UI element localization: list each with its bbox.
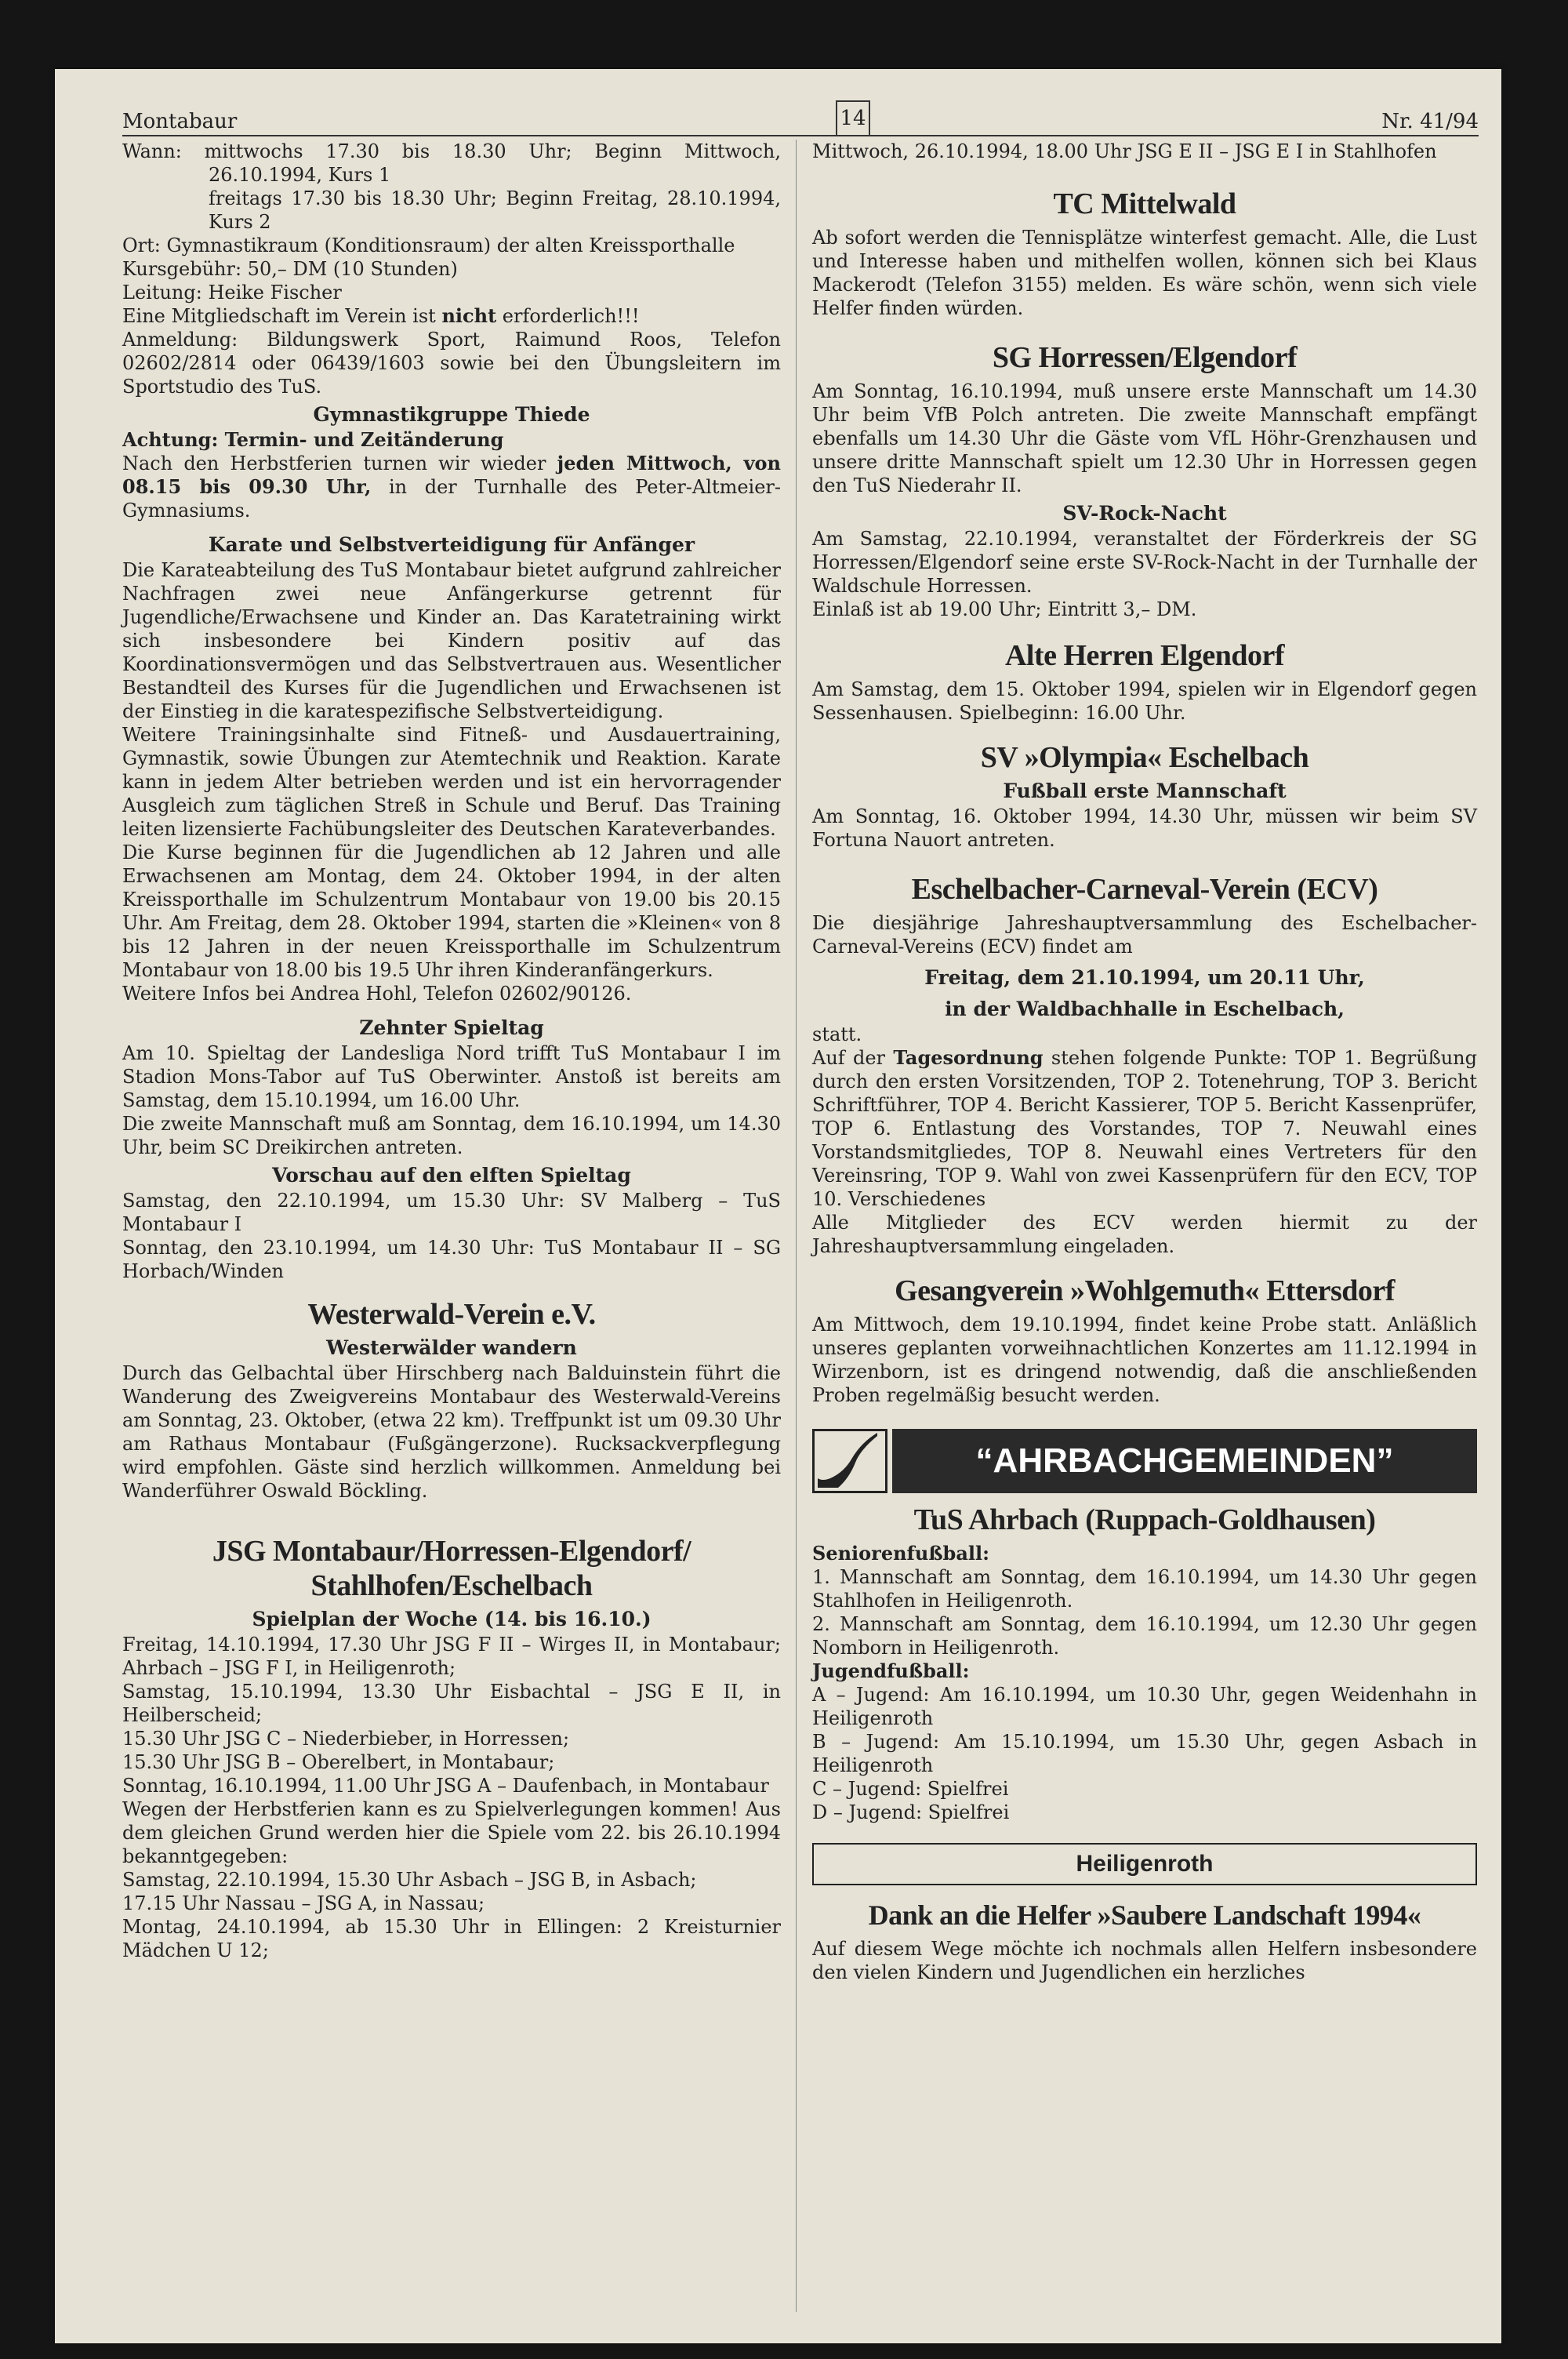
membership-note: Eine Mitgliedschaft im Verein ist nicht erforderlich!!!: [122, 304, 640, 327]
registration: Anmeldung: Bildungswerk Sport, Raimund Roos, Telefon 02602/2814 oder 06439/1603 sowie bei den Übungsleitern im Sportstudio des TuS.: [122, 329, 781, 398]
jugend-heading: Jugendfußball:: [812, 1659, 970, 1682]
karate-paragraph: Die Karateabteilung des TuS Montabaur bietet aufgrund zahlreicher Nachfragen zwei neue Anfängerkurse getrennt für Jugendliche/Erwachsene und Kinder an. Das Karatetraining wirkt sich insbesondere bei Kindern positiv auf das Koordinationsvermögen und das Selbstvertrauen aus. Wesentlicher Bestandteil des Kurses für die Jugendlichen und Erwachsenen ist der Einstieg in die karatespezifische Selbstverteidigung.: [122, 559, 781, 722]
matchday-text: Die zweite Mannschaft muß am Sonntag, dem 16.10.1994, um 14.30 Uhr, beim SC Dreikirchen antreten.: [122, 1113, 781, 1158]
course-fee: Kursgebühr: 50,– DM (10 Stunden): [122, 258, 458, 280]
page-number: 14: [836, 100, 870, 136]
westerwald-text: Durch das Gelbachtal über Hirschberg nach Balduinstein führt die Wanderung des Zweigvereins Montabaur des Westerwald-Vereins am Sonntag, 23. Oktober, (etwa 22 km). Treffpunkt ist um 09.30 Uhr am Rathaus Montabaur (Fußgängerzone). Rucksackverpflegung wird empfohlen. Gäste sind herzlich willkommen. Anmeldung bei Wanderführer Oswald Böckling.: [122, 1362, 781, 1502]
dank-text: Auf diesem Wege möchte ich nochmals allen Helfern insbesondere den vielen Kindern und Jugendlichen ein herzliches: [812, 1938, 1477, 1983]
ahrbach-banner-title: “AHRBACHGEMEINDEN”: [892, 1429, 1477, 1493]
jsg-line: 17.15 Uhr Nassau – JSG A, in Nassau;: [122, 1892, 485, 1914]
sg-text: Am Sonntag, 16.10.1994, muß unsere erste Mannschaft um 14.30 Uhr beim VfB Polch antreten. Die zweite Mannschaft empfängt ebenfalls um 14.30 Uhr die Gäste vom VfL Höhr-Grenzhausen und unsere dritte Mannschaft spielt um 12.30 Uhr in Horressen gegen den TuS Niederahr II.: [812, 380, 1477, 496]
course-time-2: freitags 17.30 bis 18.30 Uhr; Beginn Freitag, 28.10.1994, Kurs 2: [209, 187, 781, 233]
karate-paragraph: Weitere Trainingsinhalte sind Fitneß- und Ausdauertraining, Gymnastik, sowie Übungen zur Atemtechnik und Reaktion. Karate kann in jedem Alter betrieben werden und ist ein hervorragender Ausgleich zum täglichen Streß in Schule und Beruf. Das Training leiten lizensierte Fachübungsleiter des Deutschen Karateverbandes.: [122, 724, 781, 840]
header-town: Montabaur: [122, 110, 238, 133]
karate-paragraph: Die Kurse beginnen für die Jugendlichen ab 12 Jahren und alle Erwachsenen am Montag, dem 24. Oktober 1994, in der alten Kreissporthalle im Schulzentrum Montabaur von 19.00 bis 20.15 Uhr. Am Freitag, dem 28. Oktober 1994, starten die »Kleinen« von 8 bis 12 Jahren in der neuen Kreissporthalle im Schulzentrum Montabaur von 18.00 bis 19.5 Uhr ihren Kinderanfängerkurs.: [122, 841, 781, 981]
jsg-continued: Mittwoch, 26.10.1994, 18.00 Uhr JSG E II – JSG E I in Stahlhofen: [812, 140, 1437, 162]
jugend-line: D – Jugend: Spielfrei: [812, 1801, 1010, 1823]
heiligenroth-box: Heiligenroth: [812, 1843, 1477, 1885]
ecv-agenda: Auf der Tagesordnung stehen folgende Punkte: TOP 1. Begrüßung durch den ersten Vorsitzenden, TOP 2. Totenehrung, TOP 3. Bericht Schriftführer, TOP 4. Bericht Kassierer, TOP 5. Bericht Kassenprüfer, TOP 6. Entlastung des Vorstandes, TOP 7. Neuwahl eines Vorstandsmitgliedes, TOP 8. Neuwahl eines Vertreters für den Vereinsring, TOP 9. Wahl von zwei Kassenprüfern für den ECV, TOP 10. Verschiedenes: [812, 1046, 1477, 1210]
alte-herren-text: Am Samstag, dem 15. Oktober 1994, spielen wir in Elgendorf gegen Sessenhausen. Spielbeginn: 16.00 Uhr.: [812, 678, 1477, 724]
issue-number: Nr. 41/94: [1381, 110, 1479, 133]
senioren-line: 1. Mannschaft am Sonntag, dem 16.10.1994, um 14.30 Uhr gegen Stahlhofen in Heiligenroth.: [812, 1566, 1477, 1612]
ecv-statt: statt.: [812, 1023, 862, 1045]
ecv-date: Freitag, dem 21.10.1994, um 20.11 Uhr,: [924, 966, 1365, 989]
jsg-subheading: Spielplan der Woche (14. bis 16.10.): [252, 1608, 652, 1630]
column-divider: [796, 140, 797, 2312]
westerwald-subheading: Westerwälder wandern: [326, 1336, 577, 1359]
rock-text: Am Samstag, 22.10.1994, veranstaltet der Förderkreis der SG Horressen/Elgendorf seine erste SV-Rock-Nacht in der Turnhalle der Waldschule Horressen.: [812, 528, 1477, 597]
ecv-heading: Eschelbacher-Carneval-Verein (ECV): [911, 873, 1378, 906]
preview-heading: Vorschau auf den elften Spieltag: [272, 1164, 631, 1187]
gesangverein-heading: Gesangverein »Wohlgemuth« Ettersdorf: [895, 1274, 1395, 1307]
jsg-line: Wegen der Herbstferien kann es zu Spielverlegungen kommen! Aus dem gleichen Grund werden hier die Spiele vom 22. bis 26.10.1994 bekanntgegeben:: [122, 1798, 781, 1867]
jsg-line: Samstag, 15.10.1994, 13.30 Uhr Eisbachtal – JSG E II, in Heilberscheid;: [122, 1681, 781, 1726]
ahrbach-banner: [812, 1429, 1477, 1493]
karate-heading: Karate und Selbstverteidigung für Anfänger: [208, 533, 695, 556]
sg-heading: SG Horressen/Elgendorf: [992, 341, 1298, 374]
matchday-text: Am 10. Spieltag der Landesliga Nord trifft TuS Montabaur I im Stadion Mons-Tabor auf TuS Oberwinter. Anstoß ist bereits am Samstag, dem 15.10.1994, um 16.00 Uhr.: [122, 1042, 781, 1111]
jsg-heading: JSG Montabaur/Horressen-Elgendorf/ Stahlhofen/Eschelbach: [212, 1535, 691, 1602]
rock-heading: SV-Rock-Nacht: [1062, 502, 1227, 525]
olympia-subheading: Fußball erste Mannschaft: [1003, 780, 1287, 802]
course-lead: Leitung: Heike Fischer: [122, 282, 342, 304]
karate-paragraph: Weitere Infos bei Andrea Hohl, Telefon 02602/90126.: [122, 983, 632, 1005]
gym-heading: Gymnastikgruppe Thiede: [313, 403, 590, 426]
jugend-line: A – Jugend: Am 16.10.1994, um 10.30 Uhr, gegen Weidenhahn in Heiligenroth: [812, 1684, 1477, 1729]
region-logo-icon: [812, 1429, 887, 1493]
alte-herren-heading: Alte Herren Elgendorf: [1004, 639, 1285, 672]
olympia-text: Am Sonntag, 16. Oktober 1994, 14.30 Uhr, müssen wir beim SV Fortuna Nauort antreten.: [812, 805, 1477, 851]
jsg-line: Freitag, 14.10.1994, 17.30 Uhr JSG F II – Wirges II, in Montabaur; Ahrbach – JSG F I, in Heiligenroth;: [122, 1634, 781, 1679]
jsg-line: Montag, 24.10.1994, ab 15.30 Uhr in Ellingen: 2 Kreisturnier Mädchen U 12;: [122, 1916, 781, 1961]
dank-heading: Dank an die Helfer »Saubere Landschaft 1994«: [868, 1899, 1421, 1931]
senioren-heading: Seniorenfußball:: [812, 1542, 989, 1565]
jsg-line: Samstag, 22.10.1994, 15.30 Uhr Asbach – JSG B, in Asbach;: [122, 1869, 697, 1891]
course-time-1: Wann: mittwochs 17.30 bis 18.30 Uhr; Beginn Mittwoch, 26.10.1994, Kurs 1: [122, 140, 781, 186]
matchday-heading: Zehnter Spieltag: [359, 1016, 544, 1039]
course-place: Ort: Gymnastikraum (Konditionsraum) der alten Kreissporthalle: [122, 234, 735, 256]
ecv-place: in der Waldbachhalle in Eschelbach,: [945, 998, 1345, 1020]
tus-ahrbach-heading: TuS Ahrbach (Ruppach-Goldhausen): [913, 1503, 1376, 1536]
westerwald-heading: Westerwald-Verein e.V.: [307, 1298, 596, 1331]
newspaper-page: [55, 69, 1501, 2343]
ecv-invite: Alle Mitglieder des ECV werden hiermit zu der Jahreshauptversammlung eingeladen.: [812, 1212, 1477, 1257]
gesangverein-text: Am Mittwoch, dem 19.10.1994, findet keine Probe statt. Anläßlich unseres geplanten vorweihnachtlichen Konzertes am 11.12.1994 in Wirzenborn, ist es dringend notwendig, daß die anschließenden Proben regelmäßig besucht werden.: [812, 1314, 1477, 1406]
page-header: [122, 104, 1479, 136]
ecv-text: Die diesjährige Jahreshauptversammlung des Eschelbacher-Carneval-Vereins (ECV) findet am: [812, 912, 1477, 958]
olympia-heading: SV »Olympia« Eschelbach: [980, 741, 1309, 774]
left-column: [122, 140, 781, 1962]
preview-text: Sonntag, den 23.10.1994, um 14.30 Uhr: TuS Montabaur II – SG Horbach/Winden: [122, 1237, 781, 1282]
gym-text: Nach den Herbstferien turnen wir wieder jeden Mittwoch, von 08.15 bis 09.30 Uhr, in der Turnhalle des Peter-Altmeier-Gymnasiums.: [122, 452, 781, 522]
jugend-line: B – Jugend: Am 15.10.1994, um 15.30 Uhr, gegen Asbach in Heiligenroth: [812, 1731, 1477, 1776]
jsg-line: 15.30 Uhr JSG B – Oberelbert, in Montabaur;: [122, 1751, 555, 1773]
preview-text: Samstag, den 22.10.1994, um 15.30 Uhr: SV Malberg – TuS Montabaur I: [122, 1190, 781, 1235]
jsg-line: Sonntag, 16.10.1994, 11.00 Uhr JSG A – Daufenbach, in Montabaur: [122, 1775, 769, 1797]
jugend-line: C – Jugend: Spielfrei: [812, 1778, 1009, 1800]
tc-text: Ab sofort werden die Tennisplätze winterfest gemacht. Alle, die Lust und Interesse haben und mithelfen wollen, können sich bei Klaus Mackerodt (Telefon 3155) melden. Es wäre schön, wenn sich viele Helfer finden würden.: [812, 227, 1477, 319]
gym-subheading: Achtung: Termin- und Zeitänderung: [122, 428, 504, 451]
tc-heading: TC Mittelwald: [1053, 187, 1236, 220]
rock-text: Einlaß ist ab 19.00 Uhr; Eintritt 3,– DM.: [812, 598, 1197, 620]
senioren-line: 2. Mannschaft am Sonntag, dem 16.10.1994, um 12.30 Uhr gegen Nomborn in Heiligenroth.: [812, 1613, 1477, 1659]
right-column: [812, 140, 1477, 1984]
jsg-line: 15.30 Uhr JSG C – Niederbieber, in Horressen;: [122, 1728, 570, 1750]
